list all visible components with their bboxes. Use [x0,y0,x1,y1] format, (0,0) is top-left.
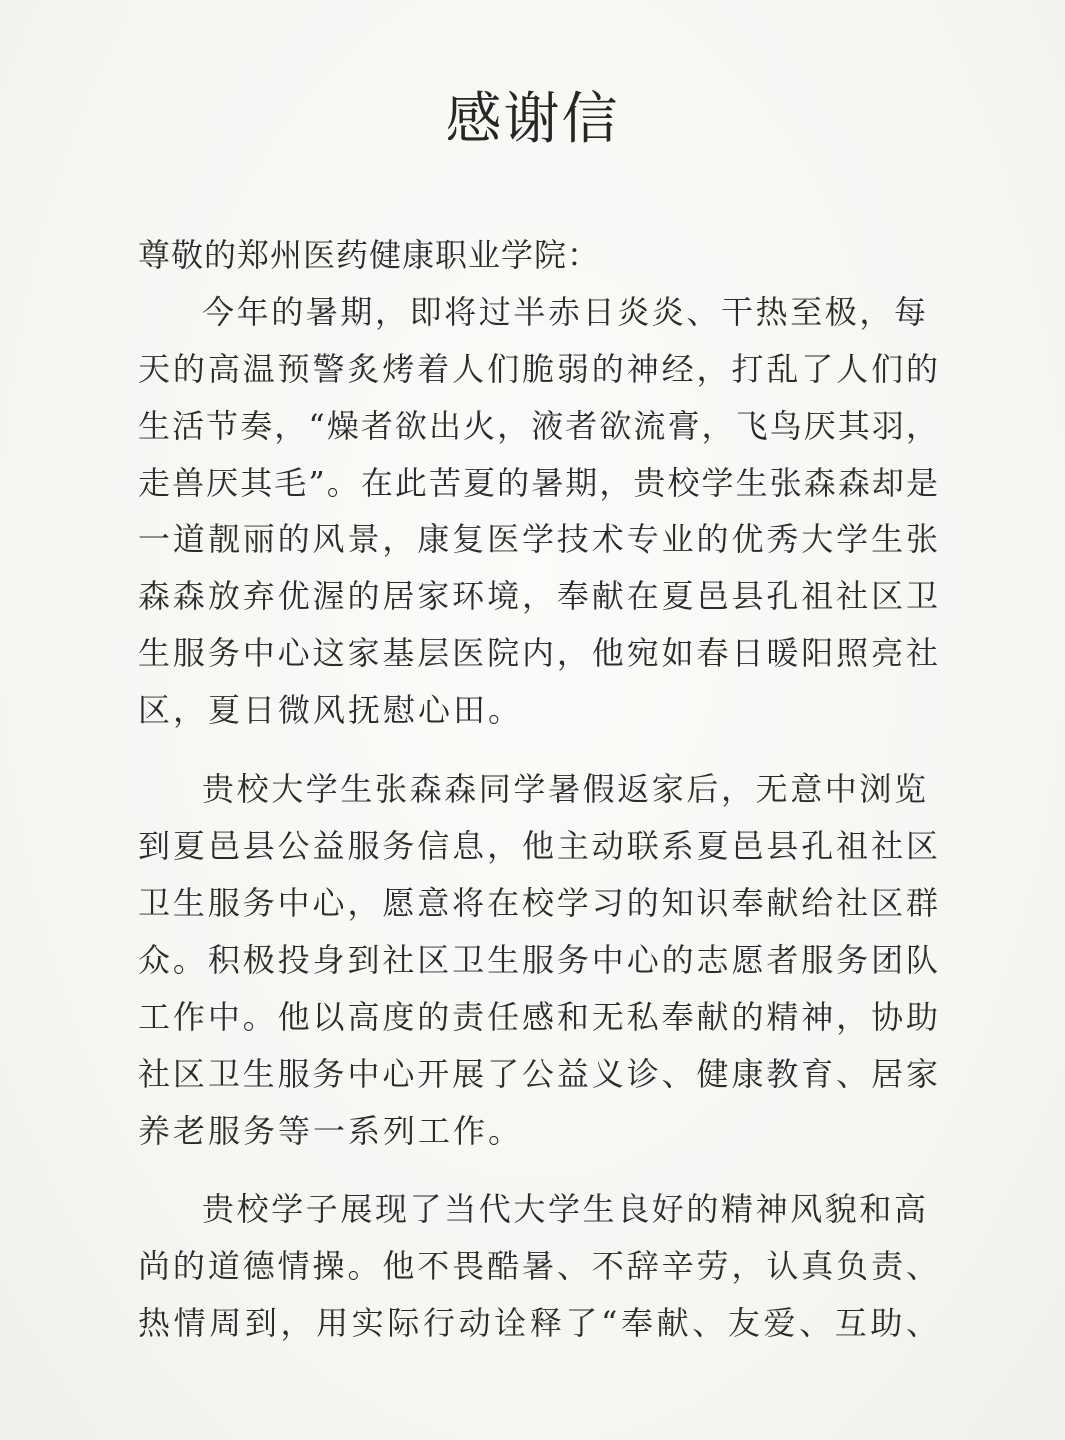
paragraph-1-line-3: 生活节奏，“燥者欲出火，液者欲流膏，飞鸟厌其羽， [138,407,938,445]
paragraph-1-line-8: 区，夏日微风抚慰心田。 [138,691,524,729]
paragraph-3-line-3: 热情周到，用实际行动诠释了“奉献、友爱、互助、 [138,1304,938,1342]
paragraph-3-line-1: 贵校学子展现了当代大学生良好的精神风貌和高 [202,1190,926,1228]
paragraph-2-line-2: 到夏邑县公益服务信息，他主动联系夏邑县孔祖社区 [138,827,938,865]
paragraph-2-line-3: 卫生服务中心，愿意将在校学习的知识奉献给社区群 [138,884,938,922]
paragraph-3-line-2: 尚的道德情操。他不畏酷暑、不辞辛劳，认真负责、 [138,1247,938,1285]
paragraph-1-line-7: 生服务中心这家基层医院内，他宛如春日暖阳照亮社 [138,634,938,672]
paragraph-2-line-4: 众。积极投身到社区卫生服务中心的志愿者服务团队 [138,941,938,979]
paragraph-2-line-1: 贵校大学生张森森同学暑假返家后，无意中浏览 [202,770,926,808]
paragraph-2-line-5: 工作中。他以高度的责任感和无私奉献的精神，协助 [138,998,938,1036]
paragraph-1-line-2: 天的高温预警炙烤着人们脆弱的神经，打乱了人们的 [138,350,938,388]
paragraph-1-line-4: 走兽厌其毛”。在此苦夏的暑期，贵校学生张森森却是 [138,464,938,502]
salutation: 尊敬的郑州医药健康职业学院： [138,236,601,274]
paragraph-2-line-6: 社区卫生服务中心开展了公益义诊、健康教育、居家 [138,1055,938,1093]
paragraph-1-line-5: 一道靓丽的风景，康复医学技术专业的优秀大学生张 [138,520,938,558]
paragraph-2-line-7: 养老服务等一系列工作。 [138,1112,524,1150]
letter-title: 感谢信 [445,87,620,152]
paragraph-1-line-1: 今年的暑期，即将过半赤日炎炎、干热至极，每 [202,293,926,331]
paragraph-1-line-6: 森森放弃优渥的居家环境，奉献在夏邑县孔祖社区卫 [138,577,938,615]
